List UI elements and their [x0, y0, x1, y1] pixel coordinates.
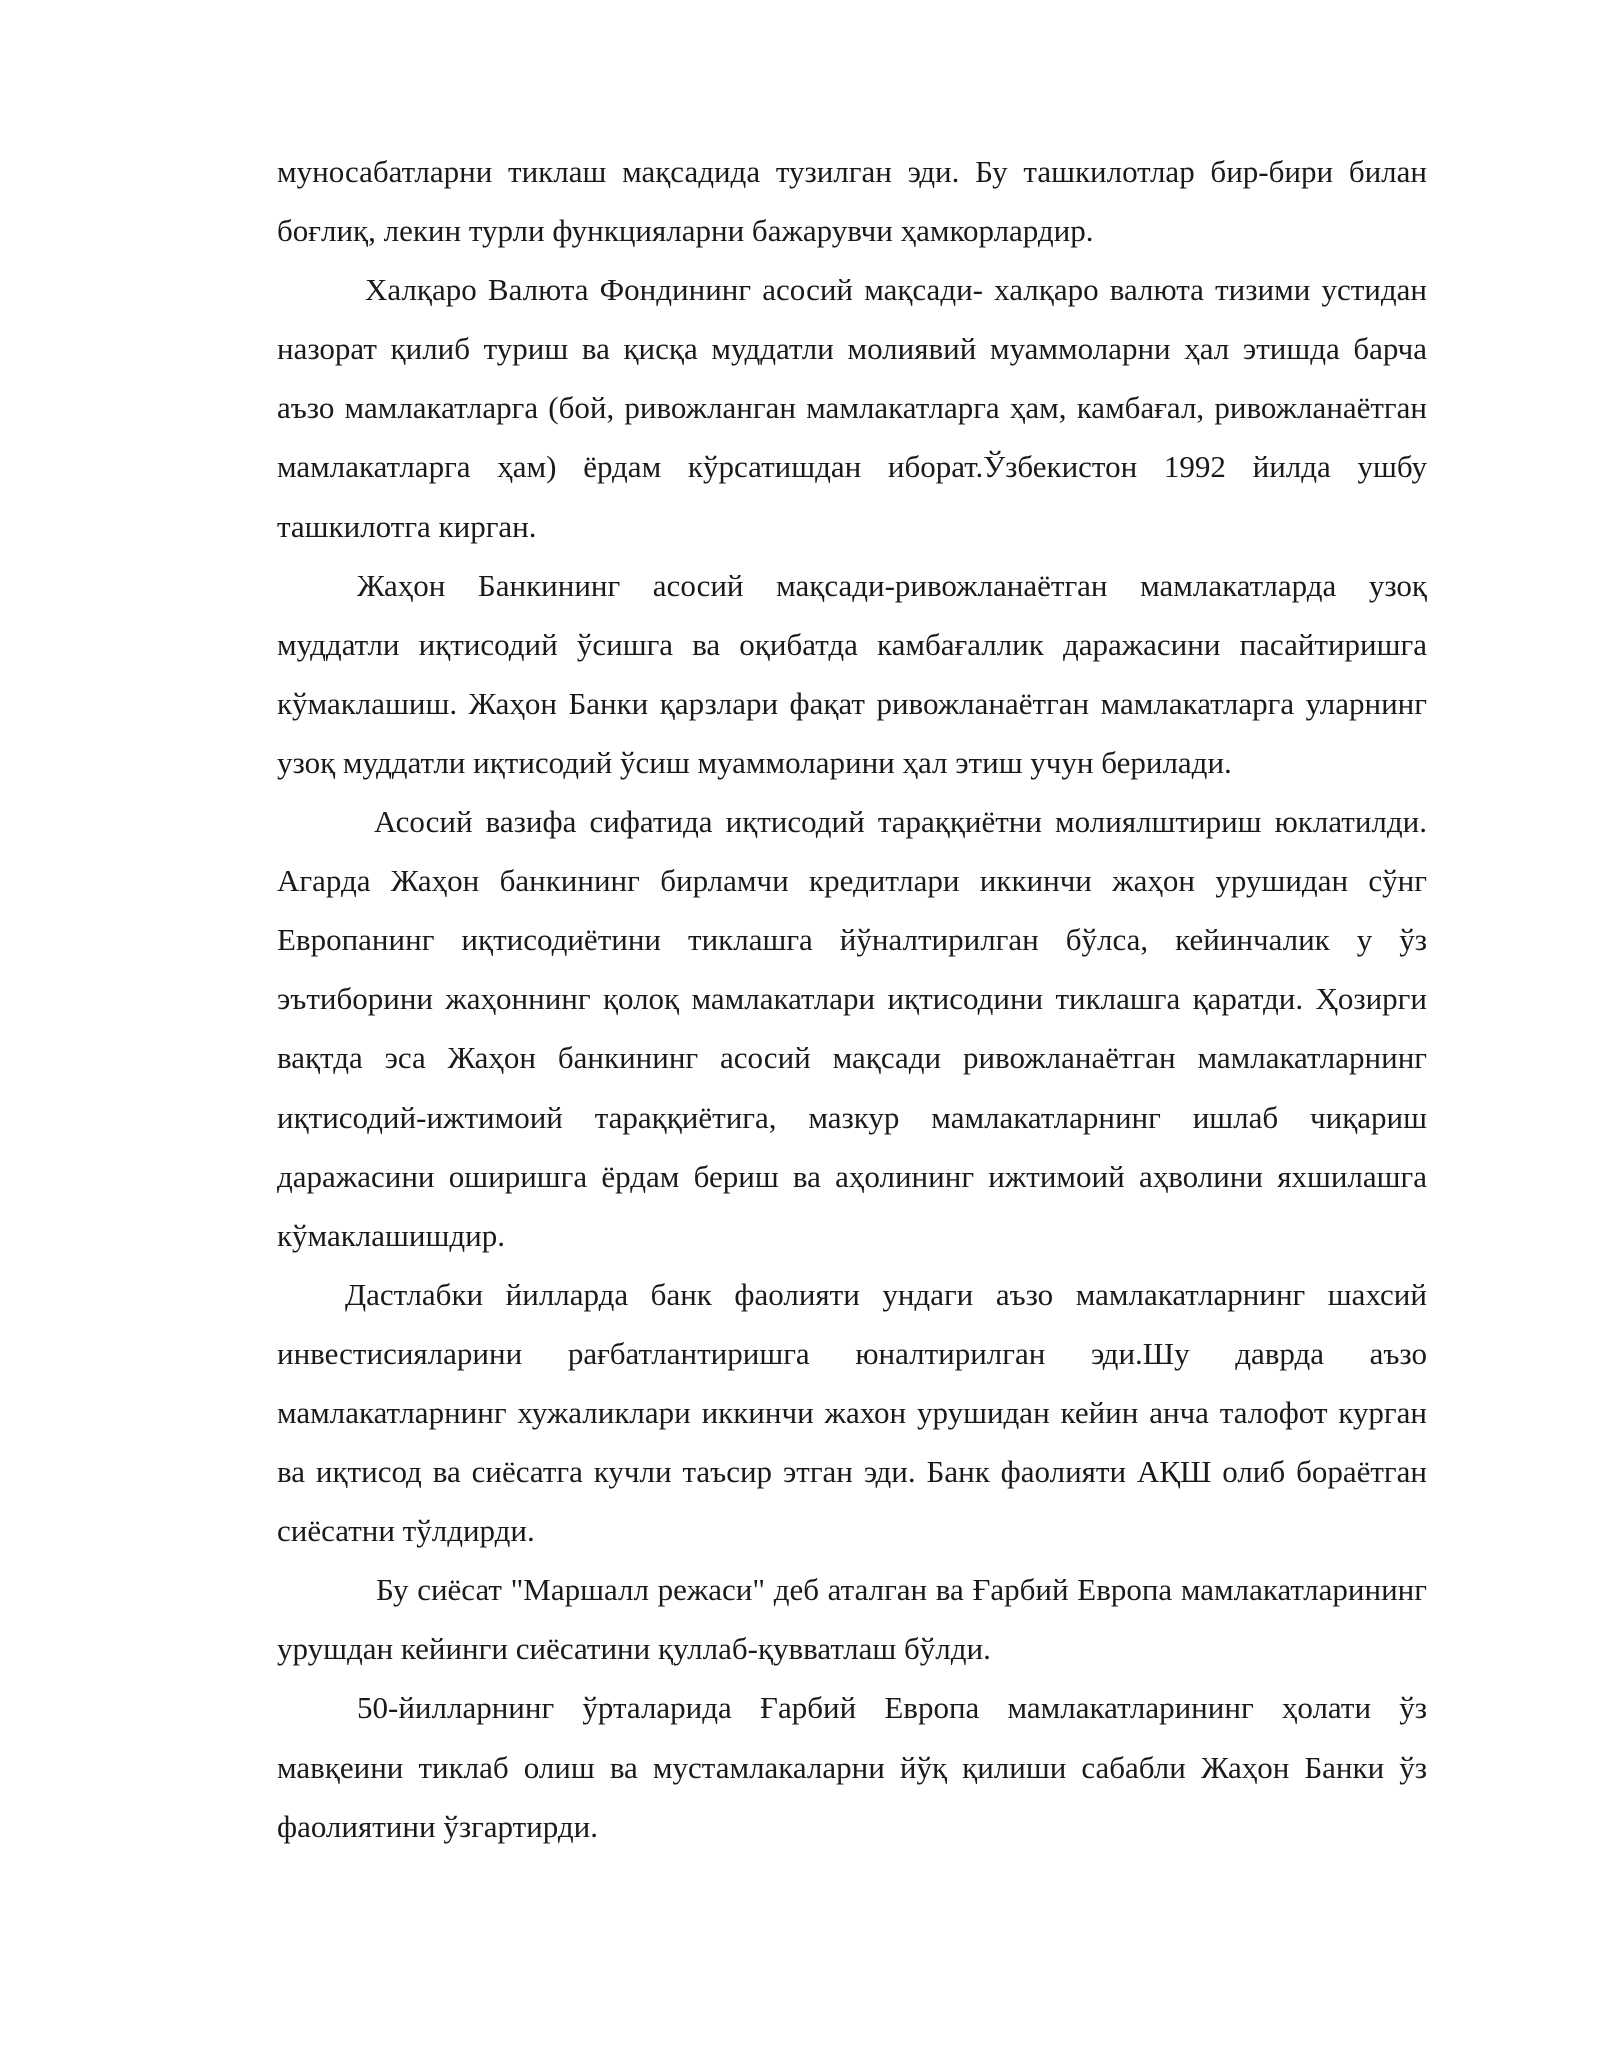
paragraph-1: муносабатларни тиклаш мақсадида тузилган эди. Бу ташкилотлар бир-бири билан боғлиқ, лекин турли функцияларни бажарувчи ҳамкорлардир. [277, 154, 1427, 249]
paragraph-5: Дастлабки йилларда банк фаолияти ундаги аъзо мамлакатларнинг шахсий инвестисияларини рағбатлантиришга юналтирилган эди.Шу даврда аъзо мамлакатларнинг хужаликлари иккинчи жахон урушидан кейин анча талофот курган ва иқтисод ва сиёсатга кучли таъсир этган эди. Банк фаолияти АҚШ олиб бораётган сиёсатни тўлдирди. [277, 1276, 1427, 1549]
paragraph-7: 50-йилларнинг ўрталарида Ғарбий Европа мамлакатларининг ҳолати ўз мавқеини тиклаб олиш ва мустамлакаларни йўқ қилиши сабабли Жаҳон Банки ўз фаолиятини ўзгартирди. [277, 1690, 1427, 1844]
paragraph-6: Бу сиёсат "Маршалл режаси" деб аталган ва Ғарбий Европа мамлакатларининг урушдан кейинги сиёсатини қуллаб-қувватлаш бўлди. [277, 1572, 1427, 1667]
paragraph-3: Жаҳон Банкининг асосий мақсади-ривожланаётган мамлакатларда узоқ муддатли иқтисодий ўсишга ва оқибатда камбағаллик даражасини пасайтиришга кўмаклашиш. Жаҳон Банки қарзлари фақат ривожланаётган мамлакатларга уларнинг узоқ муддатли иқтисодий ўсиш муаммоларини ҳал этиш учун берилади. [277, 567, 1427, 780]
paragraph-2: Халқаро Валюта Фондининг асосий мақсади- халқаро валюта тизими устидан назорат қилиб туриш ва қисқа муддатли молиявий муаммоларни ҳал этишда барча аъзо мамлакатларга (бой, ривожланган мамлакатларга ҳам, камбағал, ривожланаётган мамлакатларга ҳам) ёрдам кўрсатишдан иборат.Ўзбекистон 1992 йилда ушбу ташкилотга кирган. [277, 272, 1427, 544]
document-page [277, 142, 1427, 1856]
paragraph-4: Асосий вазифа сифатида иқтисодий тараққиётни молиялштириш юклатилди. Агарда Жаҳон банкининг бирламчи кредитлари иккинчи жаҳон урушидан сўнг Европанинг иқтисодиётини тиклашга йўналтирилган бўлса, кейинчалик у ўз эътиборини жаҳоннинг қолоқ мамлакатлари иқтисодини тиклашга қаратди. Ҳозирги вақтда эса Жаҳон банкининг асосий мақсади ривожланаётган мамлакатларнинг иқтисодий-ижтимоий тараққиётига, мазкур мамлакатларнинг ишлаб чиқариш даражасини оширишга ёрдам бериш ва аҳолининг ижтимоий аҳволини яхшилашга кўмаклашишдир. [277, 804, 1427, 1253]
